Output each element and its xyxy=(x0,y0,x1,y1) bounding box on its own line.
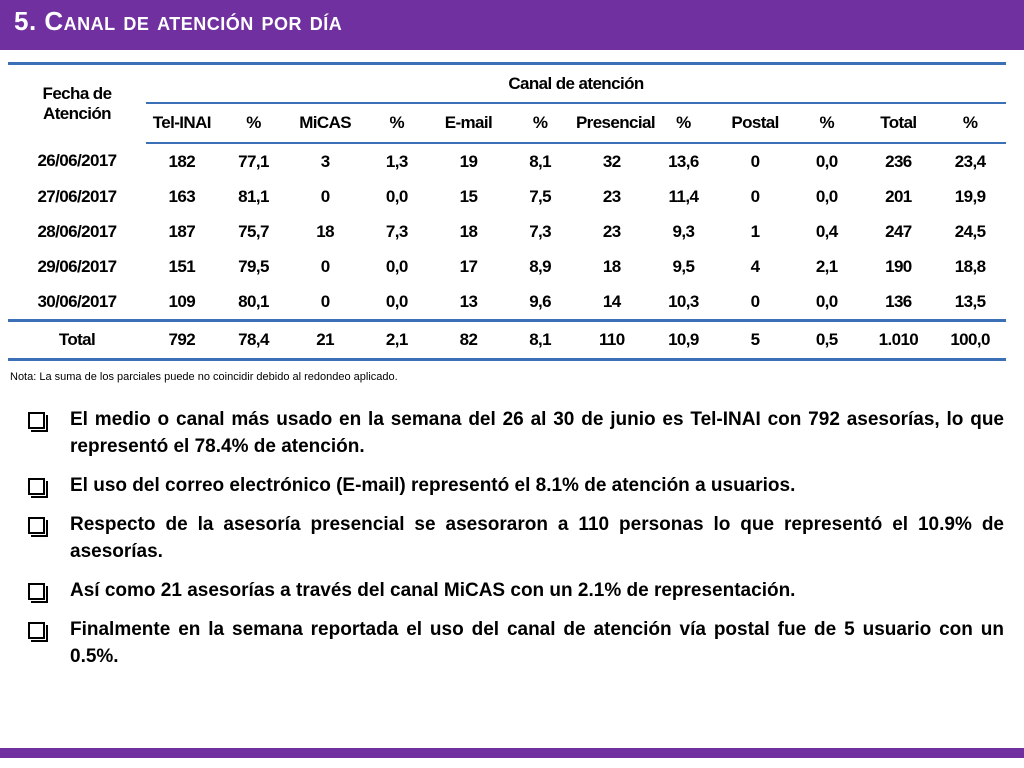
column-header: % xyxy=(934,103,1006,143)
row-date: 30/06/2017 xyxy=(37,291,117,311)
checkbox-bullet-icon xyxy=(28,478,45,495)
table-cell: 0,0 xyxy=(815,186,838,206)
table-cell: 7,5 xyxy=(529,186,552,206)
table-cell: 0,0 xyxy=(385,291,408,311)
column-header: % xyxy=(218,103,290,143)
total-cell: 21 xyxy=(289,321,361,360)
table-cell: 9,3 xyxy=(672,221,695,241)
column-header: E-mail xyxy=(433,103,505,143)
table-cell: 13,5 xyxy=(954,291,986,311)
table-cell: 80,1 xyxy=(238,291,269,311)
bullet-text: Finalmente en la semana reportada el uso del canal de atención vía postal fue de 5 usuario con un 0.5%. xyxy=(70,619,1004,667)
checkbox-bullet-icon xyxy=(28,412,45,429)
table-cell: 0 xyxy=(750,186,760,206)
checkbox-bullet-icon xyxy=(28,583,45,600)
column-header: % xyxy=(504,103,576,143)
bullet-text: Así como 21 asesorías a través del canal MiCAS con un 2.1% de representación. xyxy=(70,580,796,601)
total-cell: 8,1 xyxy=(504,321,576,360)
total-cell: 792 xyxy=(146,321,218,360)
bullet-item xyxy=(28,616,1004,670)
total-cell: 5 xyxy=(719,321,791,360)
total-cell: 0,5 xyxy=(791,321,863,360)
table-cell: 236 xyxy=(885,151,912,171)
header-canal: Canal de atención xyxy=(146,64,1006,104)
table-cell: 17 xyxy=(459,256,478,276)
table-row xyxy=(8,284,1006,321)
table-cell: 0,0 xyxy=(385,186,408,206)
checkbox-bullet-icon xyxy=(28,622,45,639)
total-cell: 2,1 xyxy=(361,321,433,360)
total-row xyxy=(8,321,1006,360)
column-header: Postal xyxy=(719,103,791,143)
bullet-item xyxy=(28,472,1004,499)
table-cell: 23,4 xyxy=(954,151,986,171)
column-header: % xyxy=(361,103,433,143)
table-cell: 187 xyxy=(168,221,196,241)
attention-table xyxy=(8,62,1006,361)
total-cell: 1.010 xyxy=(863,321,935,360)
column-header: Total xyxy=(863,103,935,143)
table-cell: 0 xyxy=(320,186,330,206)
table-cell: 182 xyxy=(168,151,196,171)
table-cell: 1,3 xyxy=(385,151,408,171)
row-date: 28/06/2017 xyxy=(37,221,117,241)
attention-table-container xyxy=(8,62,1006,361)
table-cell: 23 xyxy=(602,221,621,241)
table-cell: 24,5 xyxy=(954,221,986,241)
table-cell: 2,1 xyxy=(815,256,838,276)
header-fecha: Fecha de Atención xyxy=(8,64,146,144)
bullet-text: Respecto de la asesoría presencial se asesoraron a 110 personas lo que representó el 10.9% de asesorías. xyxy=(70,514,1004,562)
table-cell: 77,1 xyxy=(238,151,269,171)
column-header: % xyxy=(648,103,720,143)
table-cell: 19,9 xyxy=(954,186,986,206)
table-cell: 9,5 xyxy=(672,256,695,276)
table-cell: 79,5 xyxy=(238,256,269,276)
table-cell: 0 xyxy=(320,256,330,276)
total-cell: 82 xyxy=(433,321,505,360)
table-cell: 18 xyxy=(459,221,478,241)
table-cell: 0,0 xyxy=(815,291,838,311)
total-cell: 100,0 xyxy=(934,321,1006,360)
table-cell: 4 xyxy=(750,256,760,276)
bullet-list xyxy=(28,406,1004,682)
row-date: 27/06/2017 xyxy=(37,186,117,206)
total-cell: 10,9 xyxy=(648,321,720,360)
table-row xyxy=(8,143,1006,179)
table-cell: 18 xyxy=(316,221,334,241)
table-cell: 23 xyxy=(602,186,621,206)
table-cell: 1 xyxy=(750,221,760,241)
bullet-item xyxy=(28,511,1004,565)
bullet-text: El medio o canal más usado en la semana del 26 al 30 de junio es Tel-INAI con 792 asesorías, lo que representó el 78.4% de atención. xyxy=(70,409,1004,457)
table-cell: 247 xyxy=(885,221,912,241)
total-cell: 78,4 xyxy=(218,321,290,360)
table-row xyxy=(8,214,1006,249)
table-cell: 163 xyxy=(168,186,196,206)
table-cell: 81,1 xyxy=(238,186,269,206)
table-cell: 13,6 xyxy=(668,151,699,171)
column-header: MiCAS xyxy=(289,103,361,143)
table-cell: 201 xyxy=(885,186,912,206)
bullet-item xyxy=(28,577,1004,604)
row-date: 29/06/2017 xyxy=(37,256,117,276)
table-cell: 13 xyxy=(459,291,478,311)
row-date: 26/06/2017 xyxy=(37,151,117,170)
table-cell: 109 xyxy=(168,291,196,311)
table-cell: 7,3 xyxy=(385,221,408,241)
column-header: % xyxy=(791,103,863,143)
table-cell: 0 xyxy=(750,151,760,171)
table-cell: 0 xyxy=(320,291,330,311)
table-cell: 10,3 xyxy=(668,291,699,311)
checkbox-bullet-icon xyxy=(28,517,45,534)
column-header: Tel-INAI xyxy=(146,103,218,143)
table-cell: 136 xyxy=(885,291,912,311)
table-cell: 19 xyxy=(459,151,478,171)
table-cell: 8,9 xyxy=(529,256,552,276)
bottom-bar xyxy=(0,748,1024,758)
bullet-item xyxy=(28,406,1004,460)
title-bar xyxy=(0,0,1024,50)
table-cell: 0,0 xyxy=(385,256,408,276)
table-cell: 18 xyxy=(602,256,621,276)
total-label: Total xyxy=(8,321,146,360)
table-note: Nota: La suma de los parciales puede no coincidir debido al redondeo aplicado. xyxy=(10,371,398,383)
table-cell: 9,6 xyxy=(529,291,552,311)
table-cell: 75,7 xyxy=(238,221,269,241)
table-cell: 14 xyxy=(602,291,621,311)
total-cell: 110 xyxy=(576,321,648,360)
table-cell: 8,1 xyxy=(529,151,552,171)
table-row xyxy=(8,179,1006,214)
table-cell: 3 xyxy=(320,151,330,171)
table-cell: 15 xyxy=(459,186,478,206)
table-cell: 0,4 xyxy=(815,221,838,241)
table-cell: 151 xyxy=(168,256,196,276)
table-cell: 0 xyxy=(750,291,760,311)
table-cell: 190 xyxy=(885,256,912,276)
table-cell: 18,8 xyxy=(954,256,986,276)
table-cell: 11,4 xyxy=(668,186,699,206)
table-cell: 0,0 xyxy=(815,151,838,171)
table-cell: 7,3 xyxy=(529,221,552,241)
table-cell: 32 xyxy=(602,151,621,171)
bullet-text: El uso del correo electrónico (E-mail) representó el 8.1% de atención a usuarios. xyxy=(70,475,796,496)
table-row xyxy=(8,249,1006,284)
page-title: 5. Canal de atención por día xyxy=(14,6,343,36)
column-header: Presencial xyxy=(576,103,648,143)
